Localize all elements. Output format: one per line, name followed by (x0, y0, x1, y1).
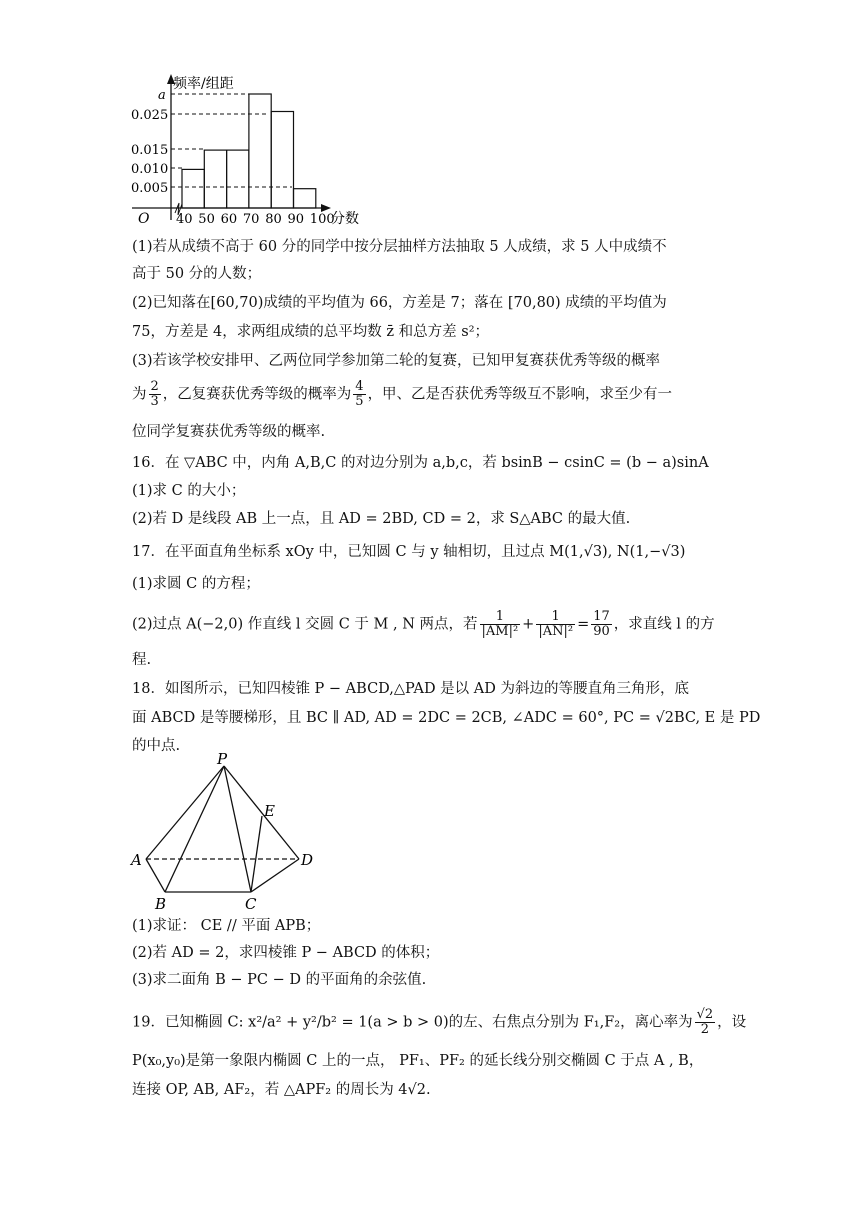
q19-text-a: 19．已知椭圆 C: x²/a² + y²/b² = 1(a > b > 0)的左、右焦点分别为 F₁,F₂，离心率为 (132, 1014, 693, 1031)
origin-label: O (138, 211, 150, 227)
q16-part2: (2)若 D 是线段 AB 上一点，且 AD = 2BD, CD = 2，求 S△ABC 的最大值. (132, 511, 631, 527)
q15-part3-text-a: 为 (132, 386, 147, 403)
q15-part3-line3: 位同学复赛获优秀等级的概率. (132, 424, 326, 440)
x-tick-label: 70 (242, 212, 260, 227)
vertex-b: B (155, 895, 167, 912)
histogram-bar-5 (294, 189, 316, 208)
histogram-bar-1 (204, 150, 226, 208)
equals-sign: = (577, 616, 590, 633)
q17-part2-line2: 程. (132, 652, 152, 668)
histogram-bar-3 (249, 94, 271, 208)
q18-line3: 的中点. (132, 738, 181, 754)
q16-stem: 16．在 ▽ABC 中，内角 A,B,C 的对边分别为 a,b,c，若 bsinB − csinC = (b − a)sinA (132, 455, 709, 471)
histogram-bar-0 (182, 169, 204, 208)
fraction-one-over-am: $\frac{1}{\text{|AM|²}}$ (481, 609, 519, 639)
q15-part1-line1: (1)若从成绩不高于 60 分的同学中按分层抽样方法抽取 5 人成绩，求 5 人中成绩不 (132, 239, 667, 255)
fraction-four-fifths: $\frac{4}{5}$ (355, 379, 364, 409)
y-tick-label: 0.010 (131, 162, 169, 177)
fraction-one-over-an: $\frac{1}{\text{|AN|²}}$ (538, 609, 574, 639)
q18-part2: (2)若 AD = 2，求四棱锥 P − ABCD 的体积； (132, 945, 440, 961)
q19-line2: P(x₀,y₀)是第一象限内椭圆 C 上的一点， PF₁、PF₂ 的延长线分别交椭圆 C 于点 A , B， (132, 1053, 704, 1069)
y-tick-label: 0.015 (131, 143, 169, 158)
y-tick-label: 0.025 (131, 108, 169, 123)
y-tick-label: a (158, 88, 166, 103)
y-axis-label: 频率/组距 (173, 76, 234, 92)
q17-part2-line1 (132, 610, 715, 639)
q18-line2: 面 ABCD 是等腰梯形，且 BC ∥ AD, AD = 2DC = 2CB, ∠ADC = 60°, PC = √2BC, E 是 PD (132, 710, 761, 726)
q19-line3: 连接 OP, AB, AF₂，若 △APF₂ 的周长为 4√2. (132, 1082, 431, 1098)
x-tick-label: 60 (220, 212, 238, 227)
q15-part3-line2 (132, 380, 672, 409)
q17-stem: 17．在平面直角坐标系 xOy 中，已知圆 C 与 y 轴相切，且过点 M(1,√3), N(1,−√3) (132, 544, 686, 560)
vertex-c: C (245, 895, 257, 912)
y-tick-label: 0.005 (131, 181, 169, 196)
fraction-17-over-90: $\frac{17}{90}$ (593, 609, 610, 639)
q15-part3-text-b: ，乙复赛获优秀等级的概率为 (162, 386, 352, 403)
q15-part3-text-c: ，甲、乙是否获优秀等级互不影响，求至少有一 (367, 386, 673, 403)
pyramid-figure (125, 752, 345, 912)
q15-part3-line1: (3)若该学校安排甲、乙两位同学参加第二轮的复赛，已知甲复赛获优秀等级的概率 (132, 353, 661, 369)
q15-part2-line1: (2)已知落在[60,70)成绩的平均值为 66，方差是 7；落在 [70,80) 成绩的平均值为 (132, 295, 667, 311)
x-tick-label: 90 (287, 212, 305, 227)
q15-part1-line2: 高于 50 分的人数； (132, 266, 262, 282)
q15-part2-line2: 75，方差是 4，求两组成绩的总平均数 z̄ 和总方差 s²； (132, 324, 490, 340)
q16-part1: (1)求 C 的大小； (132, 483, 246, 499)
q18-part1: (1)求证： CE // 平面 APB； (132, 918, 321, 934)
x-tick-label: 40 (176, 212, 193, 227)
vertex-p: P (217, 752, 228, 768)
histogram-bars (182, 94, 316, 208)
q17-part1: (1)求圆 C 的方程； (132, 576, 260, 592)
q18-part3: (3)求二面角 B − PC − D 的平面角的余弦值. (132, 972, 427, 988)
q19-line1 (132, 1008, 746, 1037)
vertex-d: D (301, 851, 314, 869)
q19-text-b: ，设 (717, 1014, 747, 1031)
vertex-a: A (131, 851, 142, 869)
x-axis-label: 分数 (331, 211, 359, 227)
q17-part2-text-b: ，求直线 l 的方 (613, 616, 715, 633)
fraction-root2-over-2: $\frac{√2}{2}$ (696, 1007, 714, 1037)
vertex-e: E (264, 802, 275, 820)
q18-line1: 18．如图所示，已知四棱锥 P − ABCD,△PAD 是以 AD 为斜边的等腰直角三角形，底 (132, 681, 689, 697)
plus-sign: + (522, 616, 535, 633)
fraction-two-thirds: $\frac{2}{3}$ (150, 379, 159, 409)
histogram-bar-2 (227, 150, 249, 208)
x-tick-label: 50 (198, 212, 215, 227)
frequency-histogram (120, 0, 500, 235)
x-tick-label: 100 (309, 212, 335, 227)
q17-part2-text-a: (2)过点 A(−2,0) 作直线 l 交圆 C 于 M , N 两点，若 (132, 616, 478, 633)
histogram-bar-4 (271, 112, 293, 209)
x-tick-label: 80 (265, 212, 282, 227)
